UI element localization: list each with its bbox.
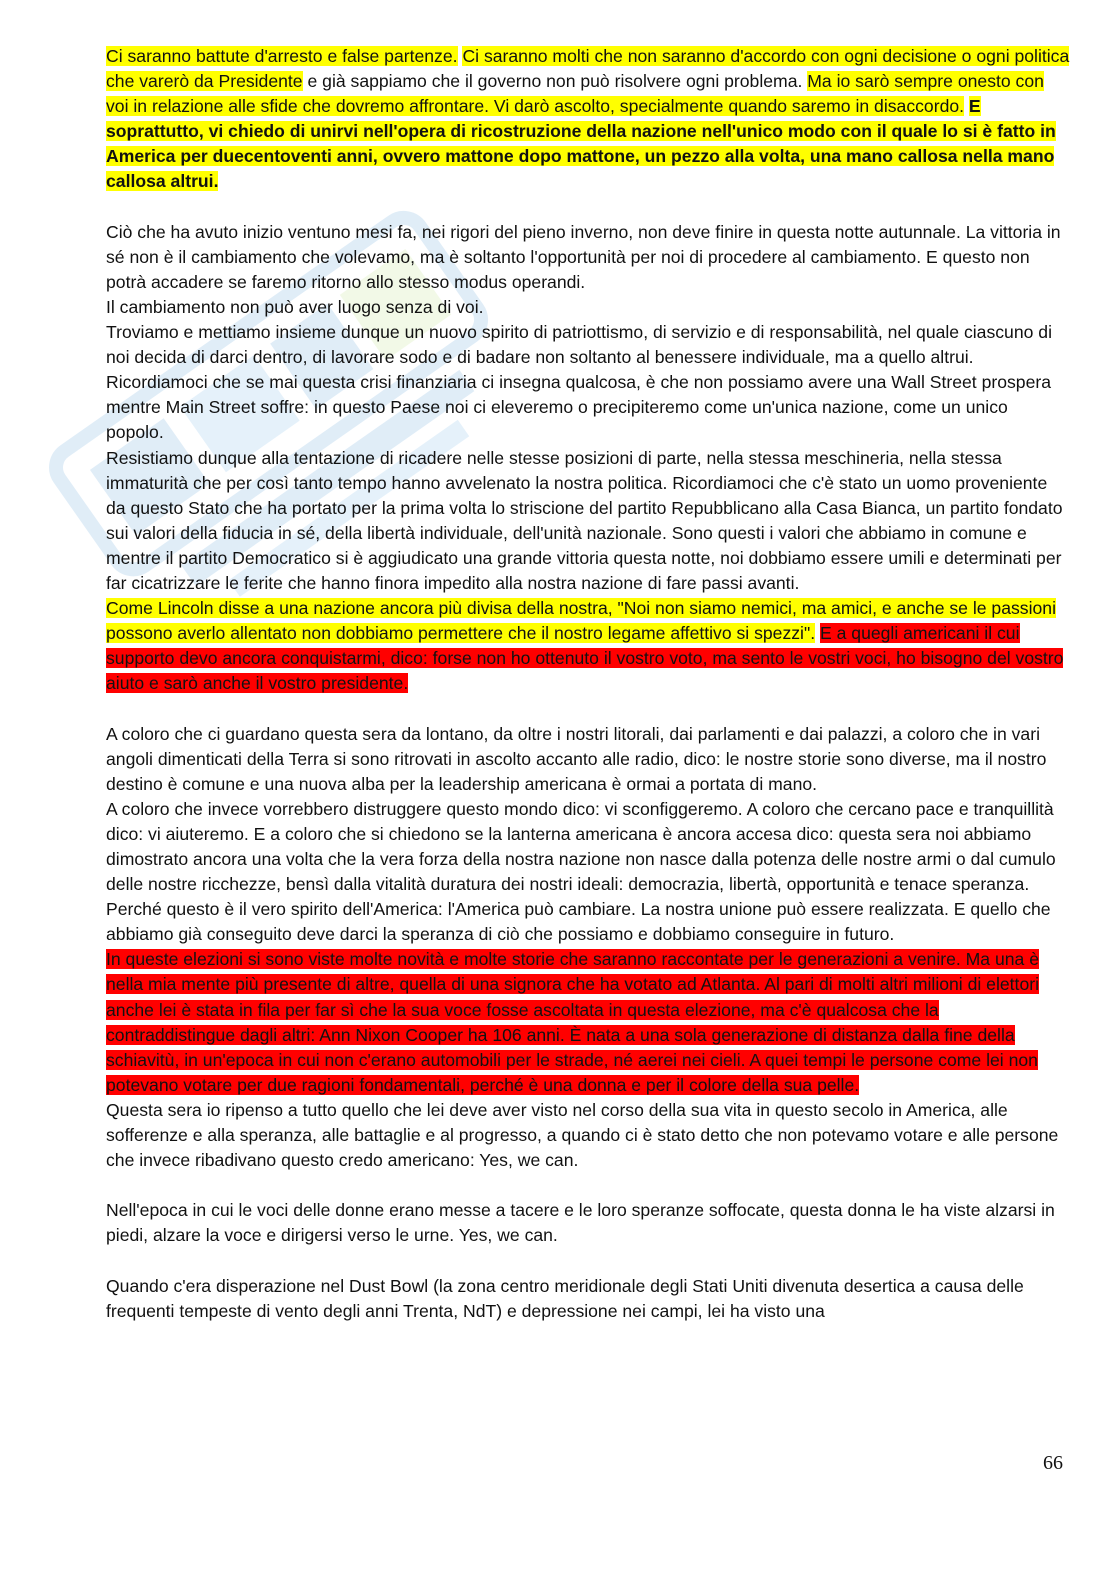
paragraph bbox=[106, 947, 1070, 1098]
paragraph bbox=[106, 44, 1070, 195]
highlighted-text-red: E a quegli americani il cui supporto devo ancora conquistarmi, dico: forse non ho ottenuto il vostro voto, ma sento le vostri voci, ho bisogno del vostro aiuto e sarò anche il vostro presidente. bbox=[106, 623, 1064, 694]
highlighted-text-yellow: Ci saranno battute d'arresto e false partenze. bbox=[106, 46, 458, 66]
text-span: Resistiamo dunque alla tentazione di ricadere nelle stesse posizioni di parte, nella stessa meschineria, nella stessa immaturità che per così tanto tempo hanno avvelenato la nostra politica. Ricordiamoci che c'è stato un uomo proveniente da questo Stato che ha portato per la prima volta lo striscione del partito Repubblicano alla Casa Bianca, un partito fondato sui valori della fiducia in sé, della libertà individuale, dell'unità nazionale. Sono questi i valori che abbiamo in comune e mentre il partito Democratico si è aggiudicato una grande vittoria questa notte, noi dobbiamo essere umili e determinati per far cicatrizzare le ferite che hanno finora impedito alla nostra nazione di fare passi avanti. bbox=[106, 447, 1063, 593]
blank-line bbox=[106, 696, 1070, 721]
highlighted-text-yellow: Ma io sarò sempre onesto con voi in relazione alle sfide che dovremo affrontare. Vi darò ascolto, specialmente quando saremo in disaccordo. bbox=[106, 71, 1044, 117]
paragraph bbox=[106, 797, 1070, 897]
paragraph bbox=[106, 1274, 1070, 1324]
text-span: Il cambiamento non può aver luogo senza di voi. bbox=[106, 296, 484, 317]
paragraph bbox=[106, 320, 1070, 445]
text-span: A coloro che ci guardano questa sera da lontano, da oltre i nostri litorali, dai parlamenti e dai palazzi, a coloro che in vari angoli dimenticati della Terra si sono ritrovati in ascolto accanto alle radio, dico: le nostre storie sono diverse, ma il nostro destino è comune e una nuova alba per la leadership americana è ormai a portata di mano. bbox=[106, 723, 1047, 794]
paragraph bbox=[106, 1098, 1070, 1173]
highlighted-text-yellow: E soprattutto, vi chiedo di unirvi nell'opera di ricostruzione della nazione nell'unico modo con il quale lo si è fatto in America per duecentoventi anni, ovvero mattone dopo mattone, un pezzo alla volta, una mano callosa nella mano callosa altrui. bbox=[106, 96, 1056, 192]
text-span: A coloro che invece vorrebbero distruggere questo mondo dico: vi sconfiggeremo. A coloro che cercano pace e tranquillità dico: vi aiuteremo. E a coloro che si chiedono se la lanterna americana è ancora accesa dico: questa sera noi abbiamo dimostrato ancora una volta che la vera forza della nostra nazione non nasce dalla potenza delle nostre armi o dal cumulo delle nostre ricchezze, bensì dalla vitalità duratura dei nostri ideali: democrazia, libertà, opportunità e tenace speranza. bbox=[106, 798, 1056, 895]
text-span: Perché questo è il vero spirito dell'America: l'America può cambiare. La nostra unione può essere realizzata. E quello che abbiamo già conseguito deve darci la speranza di ciò che possiamo e dobbiamo conseguire in futuro. bbox=[106, 899, 1051, 945]
paragraph bbox=[106, 295, 1070, 320]
page-number: 66 bbox=[1043, 1452, 1063, 1474]
text-span: Questa sera io ripenso a tutto quello che lei deve aver visto nel corso della sua vita in questo secolo in America, alle sofferenze e alla speranza, alle battaglie e al progresso, a quando ci è stato detto che non potevamo votare e alle persone che invece ribadivano questo credo americano: Yes, we can. bbox=[106, 1099, 1059, 1171]
paragraph bbox=[106, 1198, 1070, 1248]
highlighted-text-red: In queste elezioni si sono viste molte novità e molte storie che saranno raccontate per le generazioni a venire. Ma una è nella mia mente più presente di altre, quella di una signora che ha votato ad Atlanta. Al pari di molti altri milioni di elettori anche lei è stata in fila per far sì che la sua voce fosse ascoltata in questa elezione, ma c'è qualcosa che la contraddistingue dagli altri: Ann Nixon Cooper ha 106 anni. È nata a una sola generazione di distanza dalla fine della schiavitù, in un'epoca in cui non c'erano automobili per le strade, né aerei nei cieli. A quei tempi le persone come lei non potevano votare per due ragioni fondamentali, perché è una donna e per il colore della sua pelle. bbox=[106, 949, 1040, 1095]
highlighted-text-yellow: Ci saranno molti che non saranno d'accordo con ogni decisione o ogni politica che varerò da Presidente bbox=[106, 46, 1070, 92]
paragraph bbox=[106, 596, 1070, 696]
text-span: e già sappiamo che il governo non può risolvere ogni problema. bbox=[302, 71, 808, 92]
blank-line bbox=[106, 195, 1070, 220]
paragraph bbox=[106, 897, 1070, 947]
text-span: Nell'epoca in cui le voci delle donne erano messe a tacere e le loro speranze soffocate, questa donna le ha viste alzarsi in piedi, alzare la voce e dirigersi verso le urne. Yes, we can. bbox=[106, 1200, 1055, 1246]
text-span: Ciò che ha avuto inizio ventuno mesi fa, nei rigori del pieno inverno, non deve finire in questa notte autunnale. La vittoria in sé non è il cambiamento che volevamo, ma è soltanto l'opportunità per noi di procedere al cambiamento. E questo non potrà accadere se faremo ritorno allo stesso modus operandi. bbox=[106, 221, 1061, 292]
paragraph bbox=[106, 722, 1070, 797]
paragraph bbox=[106, 446, 1070, 597]
blank-line bbox=[106, 1249, 1070, 1274]
highlighted-text-yellow: Come Lincoln disse a una nazione ancora più divisa della nostra, "Noi non siamo nemici, ma amici, e anche se le passioni possono averlo allentato non dobbiamo permettere che il nostro legame affettivo si spezzi". bbox=[106, 598, 1056, 644]
text-span: Quando c'era disperazione nel Dust Bowl (la zona centro meridionale degli Stati Uniti divenuta desertica a causa delle frequenti tempeste di vento degli anni Trenta, NdT) e depressione nei campi, lei ha visto una bbox=[106, 1275, 1024, 1321]
paragraph bbox=[106, 220, 1070, 295]
blank-line bbox=[106, 1173, 1070, 1198]
document-body bbox=[106, 44, 1070, 1324]
text-span: Troviamo e mettiamo insieme dunque un nuovo spirito di patriottismo, di servizio e di responsabilità, nel quale ciascuno di noi decida di darci dentro, di lavorare sodo e di badare non soltanto al benessere individuale, ma a quello altrui. Ricordiamoci che se mai questa crisi finanziaria ci insegna qualcosa, è che non possiamo avere una Wall Street prospera mentre Main Street soffre: in questo Paese noi ci eleveremo o precipiteremo come un'unica nazione, come un unico popolo. bbox=[106, 322, 1052, 443]
